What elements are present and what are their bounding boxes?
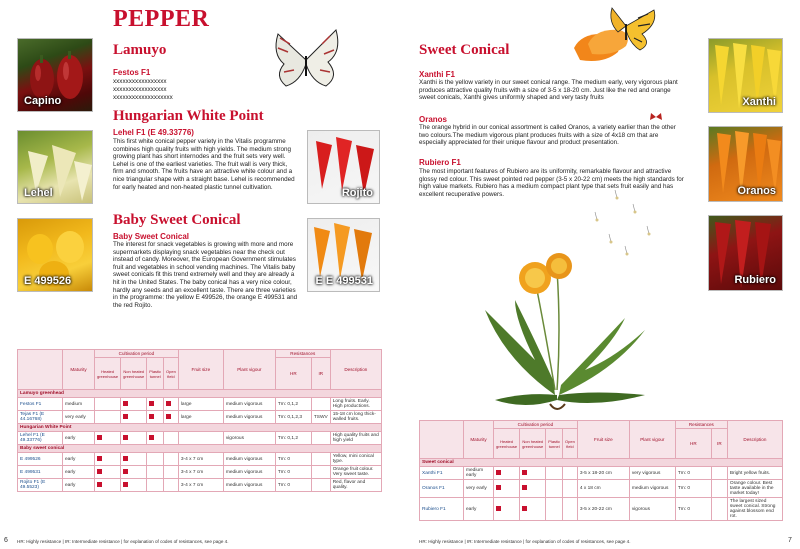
cell-desc: Bright yellow fruits. — [727, 467, 782, 480]
table-row — [18, 398, 382, 411]
table-row — [18, 453, 382, 466]
right-page — [400, 0, 800, 549]
right-spec-table — [419, 420, 783, 521]
cell-ir — [711, 467, 727, 480]
cell-vigour: medium vigorous — [629, 480, 675, 498]
th-c3: Plastic tunnel — [546, 429, 563, 459]
th-c1: Heated greenhouse — [494, 429, 520, 459]
cell-hr: Tm: 0 — [275, 466, 311, 479]
th-desc: Description — [330, 350, 381, 390]
cell-ir — [311, 398, 330, 411]
photo-xanthi — [708, 38, 783, 113]
cell-hr: Tm: 0,1,2,3 — [275, 411, 311, 424]
period-marker — [149, 401, 154, 406]
cell-desc: Long fruits. Early. High productions. — [330, 398, 381, 411]
th-vigour: Plant vigour — [629, 421, 675, 459]
page-number-left: 6 — [4, 537, 8, 544]
period-marker — [97, 456, 102, 461]
th-cultivation: Cultivation period — [494, 421, 578, 429]
photo-capino — [17, 38, 93, 112]
th-c2: Non heated greenhouse — [121, 358, 147, 390]
xanthi-description: Xanthi is the yellow variety in our sweet conical range. The medium early, very vigorous plant produces attractive quality fruits with a size of 3-5 x 18-20 cm. Just like the red and orange sweet conicals, Xanthi gives uniformly shaped and very tasty fruits — [419, 79, 678, 102]
cell-desc: Orange colour. Best taste available in the market today! — [727, 480, 782, 498]
th-c4: Open field — [563, 429, 578, 459]
page-number-right: 7 — [788, 537, 792, 544]
group-row: Lamuyo greenhead — [18, 390, 382, 398]
th-vigour: Plant vigour — [223, 350, 275, 390]
th-maturity: Maturity — [464, 421, 494, 459]
th-hr: HR — [275, 358, 311, 390]
period-marker — [123, 482, 128, 487]
rubiero-description: The most important features of Rubiero are its uniformity, remarkable flavour and attractive glossy red colour. This sweet pointed red pepper (3-5 x 20-22 cm) meets the high standards for high value markets. Rubiero has a medium compact plant type that sets fruit easily and has excellent recuperative powers. — [419, 168, 684, 198]
photo-label-rubiero: Rubiero — [734, 274, 776, 286]
cell-maturity: early — [63, 466, 95, 479]
hungarian-title: Hungarian White Point — [113, 108, 264, 124]
cell-ir: TSWV — [311, 411, 330, 424]
period-marker — [496, 470, 501, 475]
cell-maturity: very early — [63, 411, 95, 424]
festos-placeholder-3: xxxxxxxxxxxxxxxxxxx — [113, 94, 173, 101]
th-fruit: Fruit size — [178, 350, 223, 390]
th-desc: Description — [727, 421, 782, 459]
th-resistances: Resistances — [675, 421, 727, 429]
cell-variety: Rojito F1 (E 49.5523) — [18, 479, 63, 492]
cell-desc: Yellow, mini conical type. — [330, 453, 381, 466]
cell-variety: Festos F1 — [18, 398, 63, 411]
cell-ir — [711, 480, 727, 498]
table-row — [420, 498, 783, 521]
page-title: PEPPER — [113, 6, 210, 32]
period-marker — [166, 401, 171, 406]
cell-hr: Tm: 0 — [675, 480, 711, 498]
period-marker — [149, 414, 154, 419]
cell-fruit: large — [178, 398, 223, 411]
photo-label-e499531: E E 499531 — [315, 275, 373, 287]
sweet-conical-title: Sweet Conical — [419, 42, 510, 58]
cell-fruit: 4 x 18 cm — [577, 480, 629, 498]
festos-variety: Festos F1 — [113, 68, 151, 77]
cell-variety: Oranos F1 — [420, 480, 464, 498]
cell-hr: Tm: 0 — [275, 479, 311, 492]
oranos-description: The orange hybrid in our conical assortment is called Oranos, a variety earlier than the other two colours.The medium vigorous plant produces fruits with a size of 4x18 cm that are especially appreciated for their unique flavour and product presentation. — [419, 124, 676, 147]
lamuyo-title: Lamuyo — [113, 42, 167, 58]
cell-maturity: early — [63, 432, 95, 445]
cell-ir — [311, 453, 330, 466]
table-row — [18, 466, 382, 479]
th-resistances: Resistances — [275, 350, 330, 358]
cell-vigour: medium vigorous — [223, 453, 275, 466]
period-marker — [166, 414, 171, 419]
cell-variety: Rubiero F1 — [420, 498, 464, 521]
cell-maturity: very early — [464, 480, 494, 498]
left-spec-table — [17, 349, 382, 492]
group-row: Hungarian White Point — [18, 424, 382, 432]
cell-vigour: vigorous — [629, 498, 675, 521]
photo-e499531 — [307, 218, 380, 292]
th-c1: Heated greenhouse — [95, 358, 121, 390]
period-marker — [123, 414, 128, 419]
footnote-right: HR: Highly resistance | IR: Intermediate resistance | for explanation of codes of resistances, see page 4. — [419, 539, 631, 544]
period-marker — [97, 435, 102, 440]
xanthi-variety: Xanthi F1 — [419, 70, 456, 79]
festos-placeholder-2: xxxxxxxxxxxxxxxxx — [113, 86, 167, 93]
cell-desc: The largest sized sweet conical. Strong against blossom end rot. — [727, 498, 782, 521]
period-marker — [123, 401, 128, 406]
th-c2: Non heated greenhouse — [520, 429, 546, 459]
dandelion-illustration — [475, 190, 680, 415]
cell-vigour: very vigorous — [629, 467, 675, 480]
th-c4: Open field — [164, 358, 179, 390]
cell-maturity: early — [63, 479, 95, 492]
table-row — [420, 480, 783, 498]
cell-vigour: medium vigorous — [223, 411, 275, 424]
lehel-variety: Lehel F1 (E 49.33776) — [113, 128, 194, 137]
table-row — [18, 479, 382, 492]
table-row — [18, 432, 382, 445]
cell-vigour: vigorous — [223, 432, 275, 445]
peppers-butterfly-illustration — [568, 4, 663, 66]
photo-label-xanthi: Xanthi — [742, 96, 776, 108]
period-marker — [496, 485, 501, 490]
baby-description: The interest for snack vegetables is growing with more and more supermarkets displaying snack vegetables near the check out instead of candy. Moreover, the European Government stimulates fruit and vegetables in school vending machines. The Vitalis baby sweet conicals fit this trend extremely well and they are already a hit in the United States. The baby conical has a very nice colour, hardly any seeds and an excellent taste. There are three varieties in the programme: the yellow E 499526, the orange E 499531 and the red Rojito. — [113, 241, 298, 309]
period-marker — [97, 482, 102, 487]
th-hr: HR — [675, 429, 711, 459]
photo-lehel — [17, 130, 93, 204]
group-row: Sweet conical — [420, 459, 783, 467]
period-marker — [496, 506, 501, 511]
cell-ir — [311, 466, 330, 479]
photo-rojito — [307, 130, 380, 204]
cell-fruit — [178, 432, 223, 445]
cell-fruit: 3-4 x 7 cm — [178, 453, 223, 466]
th-maturity: Maturity — [63, 350, 95, 390]
cell-hr: Tm: 0 — [275, 453, 311, 466]
photo-e499526 — [17, 218, 93, 292]
cell-desc: High quality fruits and high yield — [330, 432, 381, 445]
cell-maturity: early — [464, 498, 494, 521]
cell-variety: Xanthi F1 — [420, 467, 464, 480]
footnote-left: HR: Highly resistance | IR: Intermediate resistance | for explanation of codes of resistances, see page 4. — [17, 539, 229, 544]
baby-title: Baby Sweet Conical — [113, 212, 241, 228]
cell-fruit: 3-4 x 7 cm — [178, 466, 223, 479]
cell-maturity: medium — [63, 398, 95, 411]
cell-variety: E 499526 — [18, 453, 63, 466]
cell-vigour: medium vigorous — [223, 479, 275, 492]
rubiero-variety: Rubiero F1 — [419, 158, 461, 167]
cell-fruit: 3-5 x 18-20 cm — [577, 467, 629, 480]
photo-oranos — [708, 126, 783, 202]
cell-maturity: medium early — [464, 467, 494, 480]
cell-ir — [711, 498, 727, 521]
cell-fruit: 3-5 x 20-22 cm — [577, 498, 629, 521]
cell-vigour: medium vigorous — [223, 398, 275, 411]
cell-hr: Tm: 0,1,2 — [275, 432, 311, 445]
cell-hr: Tm: 0 — [675, 467, 711, 480]
photo-label-capino: Capino — [24, 95, 62, 107]
cell-fruit: large — [178, 411, 223, 424]
table-row — [420, 467, 783, 480]
cell-variety: Lehel F1 (E 49.33776) — [18, 432, 63, 445]
period-marker — [522, 485, 527, 490]
cell-maturity: early — [63, 453, 95, 466]
photo-label-e499526: E 499526 — [24, 275, 72, 287]
th-cultivation: Cultivation period — [95, 350, 179, 358]
butterfly-illustration — [270, 24, 342, 94]
cell-desc: Red, flavor and quality. — [330, 479, 381, 492]
cell-hr: Tm: 0,1,2 — [275, 398, 311, 411]
photo-label-rojito: Rojito — [341, 187, 373, 199]
photo-label-lehel: Lehel — [24, 187, 53, 199]
cell-ir — [311, 479, 330, 492]
period-marker — [522, 506, 527, 511]
period-marker — [123, 469, 128, 474]
period-marker — [123, 435, 128, 440]
oranos-variety: Oranos — [419, 115, 448, 124]
cell-ir — [311, 432, 330, 445]
photo-rubiero — [708, 215, 783, 291]
festos-placeholder-1: xxxxxxxxxxxxxxxxx — [113, 78, 167, 85]
cell-desc: 15-18 cm long thick-walled fruits. — [330, 411, 381, 424]
period-marker — [97, 469, 102, 474]
cell-vigour: medium vigorous — [223, 466, 275, 479]
period-marker — [522, 470, 527, 475]
th-ir: IR — [311, 358, 330, 390]
cell-variety: E 499531 — [18, 466, 63, 479]
group-row: Baby sweet conical — [18, 445, 382, 453]
baby-variety: Baby Sweet Conical — [113, 232, 190, 241]
th-variety — [420, 421, 464, 459]
period-marker — [123, 456, 128, 461]
th-fruit: Fruit size — [577, 421, 629, 459]
cell-variety: Tejas F1 (E 44.16768) — [18, 411, 63, 424]
th-variety — [18, 350, 63, 390]
cell-hr: Tm: 0 — [675, 498, 711, 521]
cell-desc: Orange fruit colour. Very sweet taste. — [330, 466, 381, 479]
th-c3: Plastic tunnel — [147, 358, 164, 390]
table-row — [18, 411, 382, 424]
small-butterfly-icon — [650, 113, 662, 121]
photo-label-oranos: Oranos — [737, 185, 776, 197]
period-marker — [149, 435, 154, 440]
cell-fruit: 3-4 x 7 cm — [178, 479, 223, 492]
lehel-description: This first white conical pepper variety in the Vitalis programme combines high quality fruits with high yields. The medium strong growing plant has short internodes and the fruit sets very well. Lehel is one of the earliest varieties. The fruit wall is very thick, firm and smooth. The fruits have an attractive white colour and a nice triangular shape with a straight base. Lehel is recommended for early heated and non-heated plastic tunnel cultivation. — [113, 138, 295, 191]
th-ir: IR — [711, 429, 727, 459]
